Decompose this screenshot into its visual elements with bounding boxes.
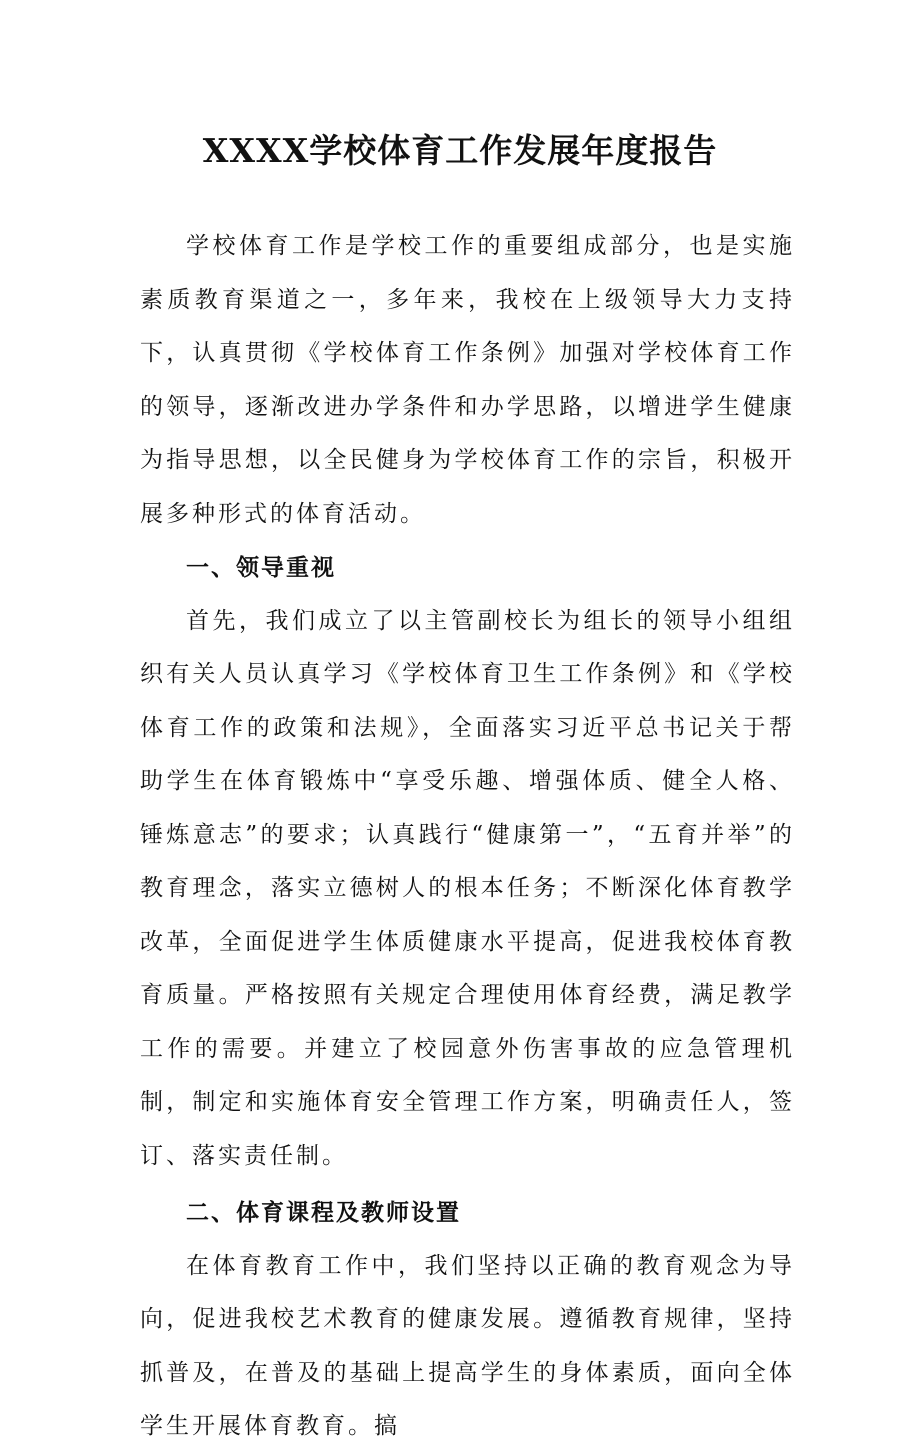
document-body <box>140 220 795 1454</box>
section-body-curriculum: 在体育教育工作中，我们坚持以正确的教育观念为导向，促进我校艺术教育的健康发展。遵循教育规律，坚持抓普及，在普及的基础上提高学生的身体素质，面向全体学生开展体育教育。搞 <box>140 1252 795 1439</box>
section-heading-leadership: 一、领导重视 <box>186 554 336 581</box>
section-heading-curriculum: 二、体育课程及教师设置 <box>186 1199 461 1226</box>
document-title: XXXX学校体育工作发展年度报告 <box>202 131 718 170</box>
section-body-leadership: 首先，我们成立了以主管副校长为组长的领导小组组织有关人员认真学习《学校体育卫生工作条例》和《学校体育工作的政策和法规》，全面落实习近平总书记关于帮助学生在体育锻炼中“享受乐趣、增强体质、健全人格、锤炼意志”的要求；认真践行“健康第一”，“五育并举”的教育理念，落实立德树人的根本任务；不断深化体育教学改革，全面促进学生体质健康水平提高，促进我校体育教育质量。严格按照有关规定合理使用体育经费，满足教学工作的需要。并建立了校园意外伤害事故的应急管理机制，制定和实施体育安全管理工作方案，明确责任人，签订、落实责任制。 <box>140 607 795 1169</box>
intro-paragraph: 学校体育工作是学校工作的重要组成部分，也是实施素质教育渠道之一，多年来，我校在上级领导大力支持下，认真贯彻《学校体育工作条例》加强对学校体育工作的领导，逐渐改进办学条件和办学思路，以增进学生健康为指导思想，以全民健身为学校体育工作的宗旨，积极开展多种形式的体育活动。 <box>140 233 795 527</box>
